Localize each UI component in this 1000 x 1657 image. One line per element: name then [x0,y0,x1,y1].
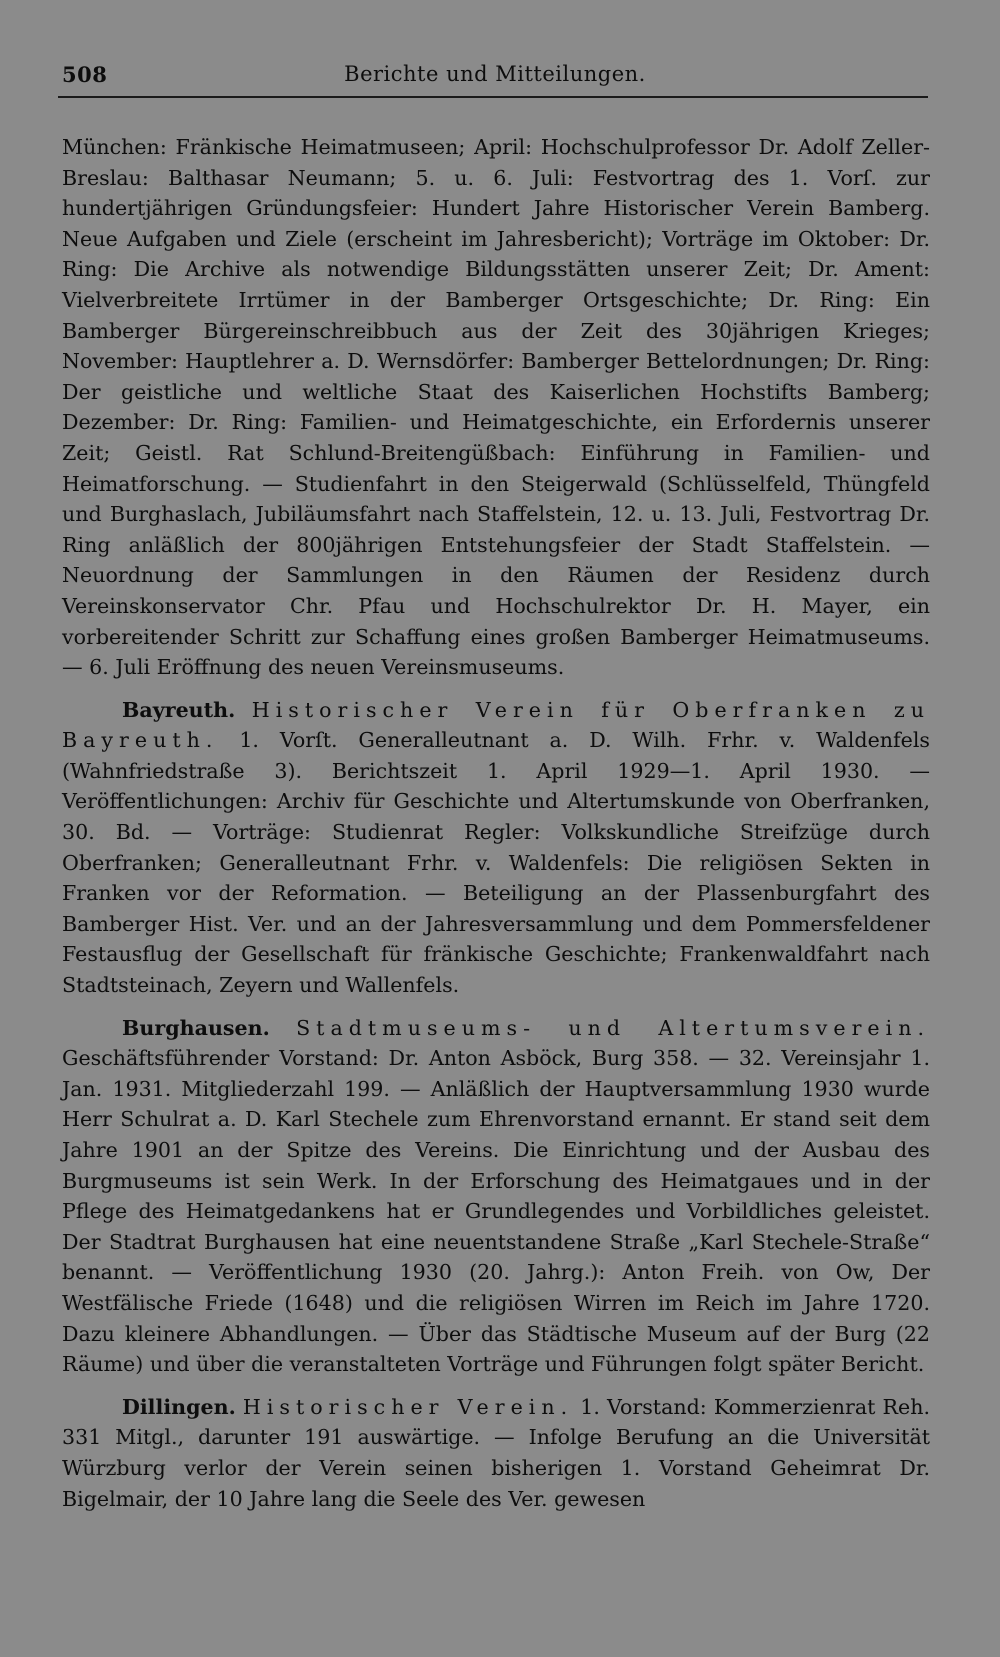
body-text [62,132,930,1514]
paragraph-dillingen [62,1392,930,1514]
paragraph-text: München: Fränkische Heimatmuseen; April: Hochschulprofessor Dr. Adolf Zeller-Breslau: Balthasar Neumann; 5. u. 6. Juli: Festvortrag des 1. Vorſ. zur hundertjährigen Gründungsfeier: Hundert Jahre Historischer Verein Bamberg. Neue Aufgaben und Ziele (erscheint im Jahresbericht); Vorträge im Oktober: Dr. Ring: Die Archive als notwendige Bildungsstätten unserer Zeit; Dr. Ament: Vielverbreitete Irrtümer in der Bamberger Ortsgeschichte; Dr. Ring: Ein Bamberger Bürgereinschreibbuch aus der Zeit des 30jährigen Krieges; November: Hauptlehrer a. D. Wernsdörfer: Bamberger Bettelordnungen; Dr. Ring: Der geistliche und weltliche Staat des Kaiserlichen Hochstifts Bamberg; Dezember: Dr. Ring: Familien- und Heimatgeschichte, ein Erfordernis unserer Zeit; Geistl. Rat Schlund-Breitengüßbach: Einführung in Familien- und Heimatforschung. — Studienfahrt in den Steigerwald (Schlüsselfeld, Thüngfeld und Burghaslach, Jubiläumsfahrt nach Staffelstein, 12. u. 13. Juli, Festvortrag Dr. Ring anläßlich der 800jährigen Entstehungsfeier der Stadt Staffelstein. — Neuordnung der Sammlungen in den Räumen der Residenz durch Vereinskonservator Chr. Pfau und Hochschulrektor Dr. H. Mayer, ein vorbereitender Schritt zur Schaffung eines großen Bamberger Heimatmuseums. — 6. Juli Eröffnung des neuen Vereinsmuseums. [62,135,930,680]
header-rule [58,96,928,98]
place-name: Bayreuth. [122,697,236,722]
society-name: Historischer Verein für Oberfranken zu Bayreuth. [62,697,930,753]
place-name: Burghausen. [122,1015,270,1040]
paragraph-muenchen [62,132,930,683]
page-number: 508 [62,62,108,87]
place-name: Dillingen. [122,1394,236,1419]
page-header [62,62,928,92]
society-name: Stadtmuseums- und Altertumsverein. [296,1015,930,1040]
society-name: Historischer Verein. [242,1394,574,1419]
running-head: Berichte und Mitteilungen. [344,62,646,86]
paragraph-text: Geschäftsführender Vorstand: Dr. Anton Asböck, Burg 358. — 32. Vereinsjahr 1. Jan. 1931. Mitgliederzahl 199. — Anläßlich der Hauptversammlung 1930 wurde Herr Schulrat a. D. Karl Stechele zum Ehrenvorstand ernannt. Er stand seit dem Jahre 1901 an der Spitze des Vereins. Die Einrichtung und der Ausbau des Burgmuseums ist sein Werk. In der Erforschung des Heimatgaues und in der Pflege des Heimatgedankens hat er Grundlegendes und Vorbildliches geleistet. Der Stadtrat Burghausen hat eine neuentstandene Straße „Karl Stechele-Straße“ benannt. — Veröffentlichung 1930 (20. Jahrg.): Anton Freih. von Ow, Der Westfälische Friede (1648) und die religiösen Wirren im Reich im Jahre 1720. Dazu kleinere Abhandlungen. — Über das Städtische Museum auf der Burg (22 Räume) und über die veranstalteten Vorträge und Führungen folgt später Bericht. [62,1046,930,1377]
paragraph-text: 1. Vorſt. Generalleutnant a. D. Wilh. Frhr. v. Waldenfels (Wahnfriedstraße 3). Berichtszeit 1. April 1929—1. April 1930. — Veröffentlichungen: Archiv für Geschichte und Altertumskunde von Oberfranken, 30. Bd. — Vorträge: Studienrat Regler: Volkskundliche Streifzüge durch Oberfranken; Generalleutnant Frhr. v. Waldenfels: Die religiösen Sekten in Franken vor der Reformation. — Beteiligung an der Plassenburgfahrt des Bamberger Hist. Ver. und an der Jahresversammlung und dem Pommersfeldener Festausflug der Gesellschaft für fränkische Geschichte; Frankenwaldfahrt nach Stadtsteinach, Zeyern und Wallenfels. [62,728,930,998]
paragraph-bayreuth [62,695,930,1001]
paragraph-text: 1. Vorstand: Kommerzienrat Reh. 331 Mitgl., darunter 191 auswärtige. — Infolge Berufung an die Universität Würzburg verlor der Verein seinen bisherigen 1. Vorstand Geheimrat Dr. Bigelmair, der 10 Jahre lang die Seele des Ver. gewesen [62,1394,931,1511]
paragraph-burghausen [62,1013,930,1380]
